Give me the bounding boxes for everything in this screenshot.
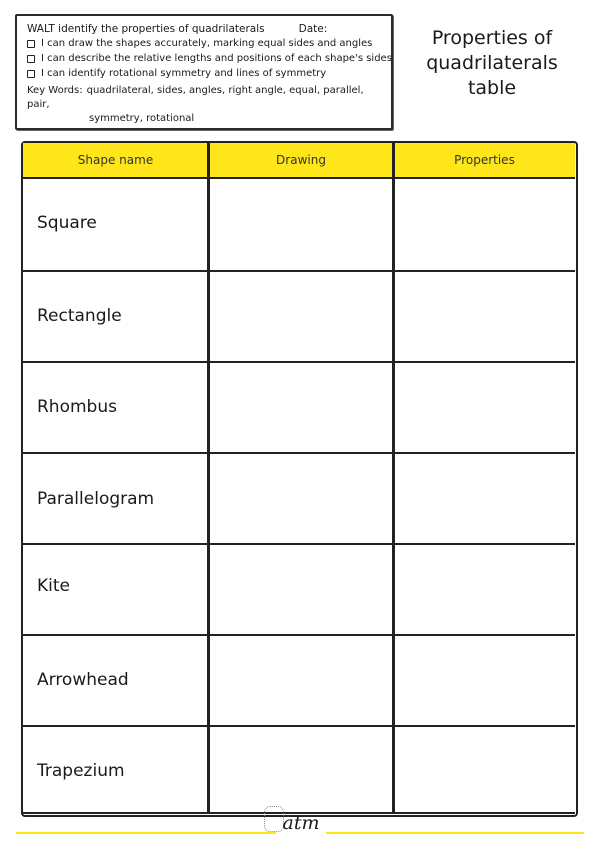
table-row xyxy=(23,272,575,363)
table-row xyxy=(23,363,575,454)
column-divider xyxy=(392,143,395,814)
drawing-cell[interactable] xyxy=(209,363,393,452)
drawing-cell[interactable] xyxy=(209,272,393,361)
table-row xyxy=(23,636,575,727)
walt-text: WALT identify the properties of quadrilaterals xyxy=(27,23,265,35)
key-words-line1: quadrilateral, sides, angles, right angle, equal, parallel, pair, xyxy=(27,85,364,110)
title-line1: Properties of xyxy=(431,27,553,49)
drawing-cell[interactable] xyxy=(209,454,393,543)
shape-name-kite: Kite xyxy=(37,576,70,596)
shape-name-parallelogram: Parallelogram xyxy=(37,489,155,509)
criteria-item[interactable] xyxy=(27,51,392,66)
page-title xyxy=(412,26,572,101)
drawing-cell[interactable] xyxy=(209,180,393,270)
criteria-text: I can draw the shapes accurately, marking equal sides and angles xyxy=(41,38,373,49)
title-line2: quadrilaterals xyxy=(426,52,558,74)
column-header-properties: Properties xyxy=(454,153,515,167)
properties-cell[interactable] xyxy=(394,636,575,725)
checkbox-icon[interactable] xyxy=(27,55,35,63)
key-words xyxy=(27,84,383,126)
table-row xyxy=(23,454,575,545)
table-header-row xyxy=(23,143,575,179)
checkbox-icon[interactable] xyxy=(27,70,35,78)
properties-cell[interactable] xyxy=(394,363,575,452)
properties-cell[interactable] xyxy=(394,272,575,361)
date-label: Date: xyxy=(298,23,328,35)
shape-name-square: Square xyxy=(37,213,97,233)
criteria-text: I can describe the relative lengths and positions of each shape's sides xyxy=(41,53,392,64)
shape-name-rectangle: Rectangle xyxy=(37,306,122,326)
column-header-shape-name: Shape name xyxy=(77,153,154,167)
title-line3: table xyxy=(467,77,517,99)
properties-cell[interactable] xyxy=(394,727,575,812)
column-divider xyxy=(207,143,210,814)
properties-table xyxy=(21,141,578,817)
drawing-cell[interactable] xyxy=(209,636,393,725)
criteria-item[interactable] xyxy=(27,36,383,51)
key-words-line2: symmetry, rotational xyxy=(89,113,195,124)
drawing-cell[interactable] xyxy=(209,545,393,634)
properties-cell[interactable] xyxy=(394,454,575,543)
success-criteria-list xyxy=(27,36,392,81)
properties-cell[interactable] xyxy=(394,180,575,270)
walt-line xyxy=(27,22,383,36)
walt-box xyxy=(15,14,393,130)
criteria-item[interactable] xyxy=(27,66,383,81)
shape-name-arrowhead: Arrowhead xyxy=(37,670,129,690)
properties-cell[interactable] xyxy=(394,545,575,634)
column-header-drawing: Drawing xyxy=(276,153,326,167)
atm-logo: atm xyxy=(282,812,320,834)
checkbox-icon[interactable] xyxy=(27,40,35,48)
criteria-text: I can identify rotational symmetry and lines of symmetry xyxy=(41,68,327,79)
key-words-label: Key Words: xyxy=(27,85,83,96)
shape-name-rhombus: Rhombus xyxy=(37,397,117,417)
table-row xyxy=(23,180,575,272)
table-row xyxy=(23,545,575,636)
shape-name-trapezium: Trapezium xyxy=(37,761,125,781)
